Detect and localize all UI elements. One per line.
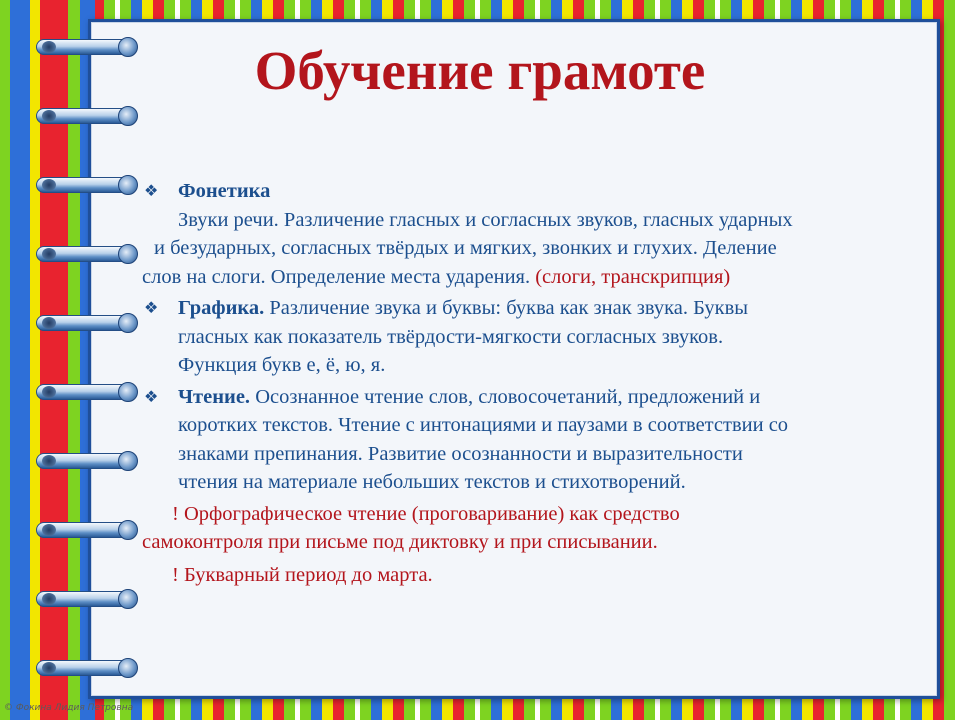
bullet-text-line: чтения на материале небольших текстов и стихотворений. bbox=[178, 471, 686, 493]
bullet-text-line: и безударных, согласных твёрдых и мягких, звонких и глухих. Деление bbox=[154, 237, 777, 259]
bullet-text-line bbox=[142, 263, 912, 292]
note-line: ! Букварный период до марта. bbox=[172, 563, 433, 586]
bullet-text-line: гласных как показатель твёрдости-мягкости согласных звуков. bbox=[178, 325, 724, 348]
note-primer-period bbox=[142, 561, 912, 590]
bullet-reading bbox=[142, 383, 912, 497]
bullet-graphics bbox=[142, 294, 912, 380]
note-orthographic-reading bbox=[142, 500, 912, 557]
bullet-text-line: знаками препинания. Развитие осознанности и выразительности bbox=[178, 442, 743, 465]
bullet-text-line: коротких текстов. Чтение с интонациями и паузами в соответствии со bbox=[178, 414, 789, 436]
binder-ring-icon bbox=[36, 589, 138, 609]
bullet-text: слов на слоги. Определение места ударения. bbox=[142, 265, 531, 288]
diamond-bullet-icon: ❖ bbox=[144, 298, 159, 317]
slide-content bbox=[142, 177, 912, 589]
bullet-phonetics bbox=[142, 177, 912, 291]
diamond-bullet-icon: ❖ bbox=[144, 386, 159, 406]
note-line: самоконтроля при письме под диктовку и при списывании. bbox=[142, 531, 658, 553]
binder-ring-icon bbox=[36, 520, 138, 540]
author-credit: © Фокина Лидия Петровна bbox=[4, 703, 134, 713]
bullet-text: Различение звука и буквы: буква как знак звука. Буквы bbox=[269, 297, 749, 319]
binder-ring-icon bbox=[36, 175, 138, 195]
binder-ring-icon bbox=[36, 382, 138, 402]
bullet-text-line bbox=[142, 383, 912, 412]
binder-ring-icon bbox=[36, 313, 138, 333]
binder-ring-icon bbox=[36, 244, 138, 264]
diamond-bullet-icon: ❖ bbox=[144, 181, 159, 200]
bullet-text-line: Функция букв е, ё, ю, я. bbox=[178, 354, 386, 376]
binder-ring-icon bbox=[36, 106, 138, 126]
page-title: Обучение грамоте bbox=[254, 40, 706, 101]
bullet-heading: Фонетика bbox=[178, 180, 271, 202]
note-line: ! Орфографическое чтение (проговаривание) как средство bbox=[172, 502, 680, 525]
bullet-note: (слоги, транскрипция) bbox=[535, 265, 731, 288]
bullet-text: Осознанное чтение слов, словосочетаний, предложений и bbox=[255, 385, 761, 408]
binder-ring-icon bbox=[36, 658, 138, 678]
bullet-heading: Графика. bbox=[178, 297, 265, 319]
binder-ring-icon bbox=[36, 451, 138, 471]
bullet-text-line: Звуки речи. Различение гласных и согласных звуков, гласных ударных bbox=[178, 208, 793, 231]
bullet-text-line bbox=[142, 294, 912, 323]
bullet-heading: Чтение. bbox=[178, 385, 251, 408]
